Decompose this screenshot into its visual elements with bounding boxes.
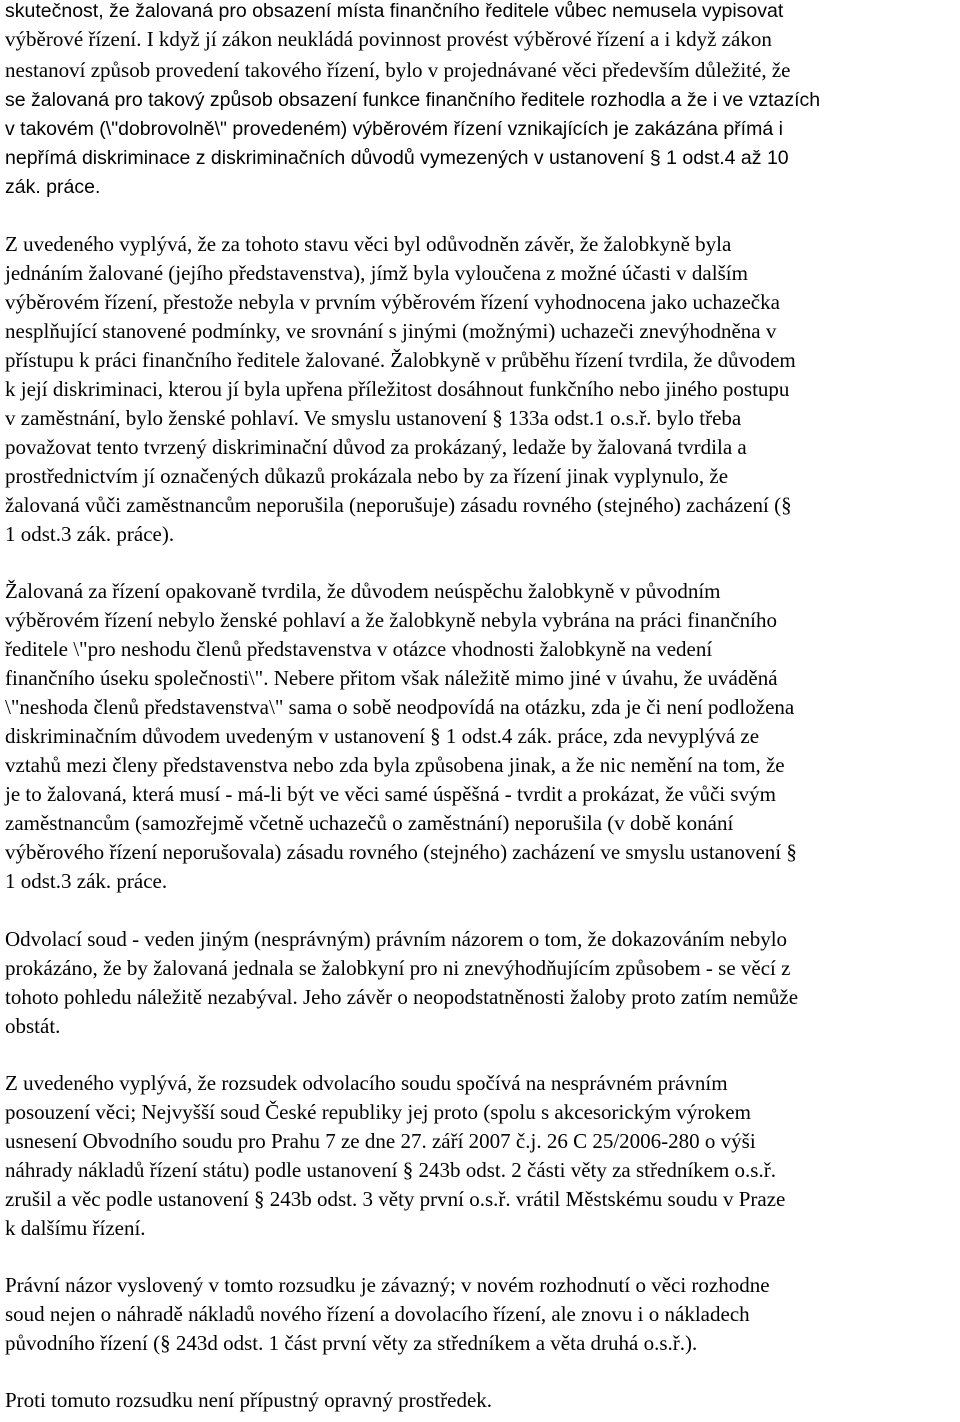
text-line: posouzení věci; Nejvyšší soud České republiky jej proto (spolu s akcesorickým výrokem — [5, 1100, 751, 1124]
text-line: žalovaná vůči zaměstnancům neporušila (neporušuje) zásadu rovného (stejného) zacházení (§ — [5, 493, 792, 517]
text-line: považovat tento tvrzený diskriminační důvod za prokázaný, ledaže by žalovaná tvrdila a — [5, 435, 747, 459]
text-line: nesplňující stanovené podmínky, ve srovnání s jinými (možnými) uchazeči znevýhodněna v — [5, 319, 777, 343]
text-line: výběrového řízení neporušovala) zásadu rovného (stejného) zacházení ve smyslu ustanovení § — [5, 840, 797, 864]
text-line: zrušil a věc podle ustanovení § 243b odst. 3 věty první o.s.ř. vrátil Městskému soudu v Praze — [5, 1187, 786, 1211]
text-line: Právní názor vyslovený v tomto rozsudku je závazný; v novém rozhodnutí o věci rozhodne — [5, 1273, 770, 1297]
text-line: Z uvedeného vyplývá, že za tohoto stavu věci byl odůvodněn závěr, že žalobkyně byla — [5, 232, 732, 256]
text-line: k její diskriminaci, kterou jí byla upřena příležitost dosáhnout funkčního nebo jiného postupu — [5, 377, 790, 401]
text-line: ředitele \"pro neshodu členů představenstva v otázce vhodnosti žalobkyně na vedení — [5, 637, 713, 661]
text-line: Proti tomuto rozsudku není přípustný opravný prostředek. — [5, 1388, 493, 1412]
text-line: nepřímá diskriminace z diskriminačních důvodů vymezených v ustanovení § 1 odst.4 až 10 — [5, 147, 789, 169]
text-line: jednáním žalované (jejího představenstva), jímž byla vyloučena z možné účasti v dalším — [5, 261, 748, 285]
text-line: prokázáno, že by žalovaná jednala se žalobkyní pro ni znevýhodňujícím způsobem - se věcí z — [5, 956, 791, 980]
text-line: usnesení Obvodního soudu pro Prahu 7 ze dne 27. září 2007 č.j. 26 C 25/2006-280 o výši — [5, 1129, 756, 1153]
text-line: skutečnost, že žalovaná pro obsazení místa finančního ředitele vůbec nemusela vypisovat — [5, 0, 784, 22]
text-line: výběrovém řízení, přestože nebyla v prvním výběrovém řízení vyhodnocena jako uchazečka — [5, 290, 780, 314]
text-line: nestanoví způsob provedení takového řízení, bylo v projednávané věci především důležité, že — [5, 58, 791, 82]
text-line: výběrové řízení. I když jí zákon neukládá povinnost provést výběrové řízení a i když zákon — [5, 27, 772, 51]
text-line: obstát. — [5, 1014, 61, 1038]
text-line: v zaměstnání, bylo ženské pohlaví. Ve smyslu ustanovení § 133a odst.1 o.s.ř. bylo třeba — [5, 406, 742, 430]
text-line: Žalovaná za řízení opakovaně tvrdila, že důvodem neúspěchu žalobkyně v původním — [5, 579, 721, 603]
text-line: v takovém (\"dobrovolně\" provedeném) výběrovém řízení vznikajících je zakázána přímá i — [5, 118, 783, 140]
text-line: Z uvedeného vyplývá, že rozsudek odvolacího soudu spočívá na nesprávném právním — [5, 1071, 728, 1095]
text-line: náhrady nákladů řízení státu) podle ustanovení § 243b odst. 2 části věty za středníkem o.s.ř. — [5, 1158, 776, 1182]
text-line: diskriminačním důvodem uvedeným v ustanovení § 1 odst.4 zák. práce, zda nevyplývá ze — [5, 724, 760, 748]
text-line: původního řízení (§ 243d odst. 1 část první věty za středníkem a věta druhá o.s.ř.). — [5, 1331, 698, 1355]
text-line: výběrovém řízení nebylo ženské pohlaví a že žalobkyně nebyla vybrána na práci finančního — [5, 608, 778, 632]
text-line: je to žalovaná, která musí - má-li být ve věci samé úspěšná - tvrdit a prokázat, že vůči svým — [5, 782, 776, 806]
text-line: se žalovaná pro takový způsob obsazení funkce finančního ředitele rozhodla a že i ve vztazích — [5, 89, 821, 111]
text-line: zák. práce. — [5, 176, 101, 198]
text-line: prostřednictvím jí označených důkazů prokázala nebo by za řízení jinak vyplynulo, že — [5, 464, 729, 488]
text-line: finančního úseku společnosti\". Nebere přitom však náležitě mimo jiné v úvahu, že uváděná — [5, 666, 778, 690]
text-line: \"neshoda členů představenstva\" sama o sobě neodpovídá na otázku, zda je či není podložena — [5, 695, 795, 719]
text-line: tohoto pohledu náležitě nezabýval. Jeho závěr o neopodstatněnosti žaloby proto zatím nemůže — [5, 985, 799, 1009]
text-line: zaměstnancům (samozřejmě včetně uchazečů o zaměstnání) neporušila (v době konání — [5, 811, 734, 835]
text-line: 1 odst.3 zák. práce). — [5, 522, 175, 546]
text-line: 1 odst.3 zák. práce. — [5, 869, 168, 893]
text-line: soud nejen o náhradě nákladů nového řízení a dovolacího řízení, ale znovu i o nákladech — [5, 1302, 750, 1326]
text-line: vztahů mezi členy představenstva nebo zda byla způsobena jinak, a že nic nemění na tom, že — [5, 753, 785, 777]
text-line: přístupu k práci finančního ředitele žalované. Žalobkyně v průběhu řízení tvrdila, že důvodem — [5, 348, 796, 372]
text-line: Odvolací soud - veden jiným (nesprávným) právním názorem o tom, že dokazováním nebylo — [5, 927, 788, 951]
text-line: k dalšímu řízení. — [5, 1216, 146, 1240]
